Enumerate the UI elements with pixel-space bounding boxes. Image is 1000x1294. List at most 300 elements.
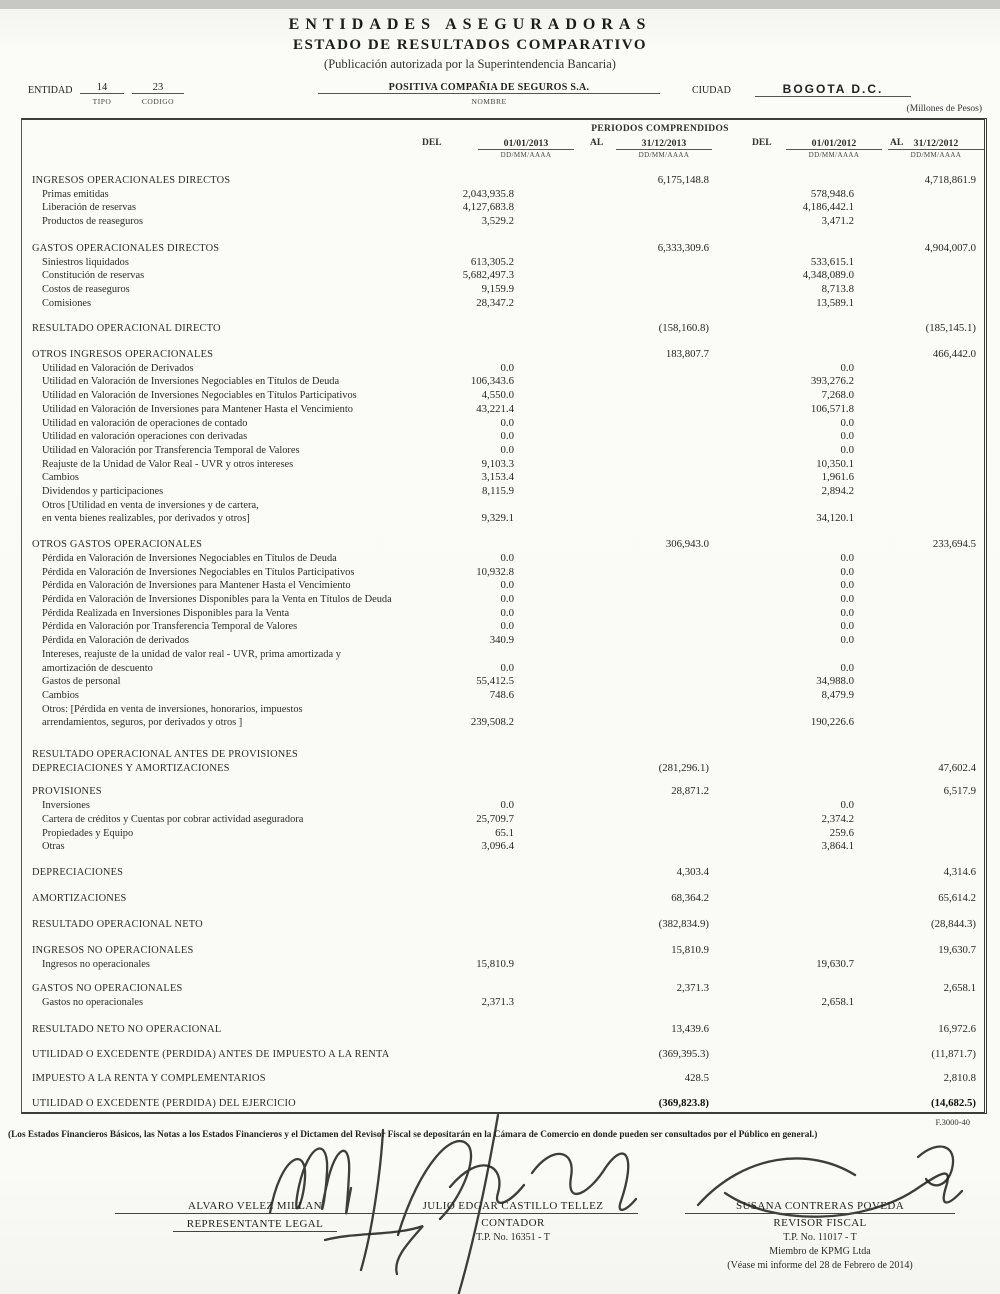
statement-row [30, 201, 980, 215]
amount-2012-total [858, 675, 980, 689]
amount-2012-detail [713, 348, 858, 362]
amount-2012-total [858, 689, 980, 703]
amount-2013-total: 15,810.9 [671, 944, 709, 957]
amount-2013-detail: 3,529.2 [481, 215, 514, 228]
amount-2013-detail: 0.0 [500, 551, 514, 564]
row-label: RESULTADO OPERACIONAL DIRECTO [32, 323, 221, 335]
amount-2012-detail [713, 242, 858, 256]
amount-2013-total [518, 827, 713, 841]
al-label-1: AL [590, 138, 604, 148]
amount-2013-detail [418, 762, 518, 776]
row-label: Costos de reaseguros [42, 283, 130, 295]
amount-2012-total: 4,314.6 [943, 865, 976, 878]
row-label: Gastos de personal [42, 676, 121, 688]
amount-2013-total: 2,371.3 [676, 982, 709, 995]
city-value: BOGOTA D.C. [755, 82, 911, 97]
city-label: CIUDAD [692, 85, 731, 96]
amount-2013-total: (281,296.1) [658, 761, 709, 774]
amount-2013-total [518, 403, 713, 417]
amount-2012-total [858, 389, 980, 403]
statement-row [30, 593, 980, 607]
period1-from-date: 01/01/2013 [478, 138, 574, 150]
entity-code-value: 23 [132, 82, 184, 94]
statement-rows [30, 174, 980, 1111]
amount-2012-total [858, 607, 980, 621]
amount-2013-detail [418, 944, 518, 958]
amount-2013-total [518, 444, 713, 458]
amount-2013-detail: 239,508.2 [470, 716, 514, 729]
row-label: Propiedades y Equipo [42, 827, 134, 839]
statement-row [30, 662, 980, 676]
entity-row [0, 82, 1000, 116]
amount-2013-total [518, 716, 713, 730]
amount-2012-detail: 106,571.8 [810, 402, 854, 415]
amount-2012-detail: 2,894.2 [821, 485, 854, 498]
amount-2013-total [518, 269, 713, 283]
amount-2012-total [858, 201, 980, 215]
signer-tp-number: T.P. No. 16351 - T [476, 1232, 550, 1243]
entity-label: ENTIDAD [28, 85, 73, 96]
row-label: Pérdida en Valoración por Transferencia Temporal de Valores [42, 621, 298, 633]
amount-2012-detail [713, 703, 858, 717]
row-label: GASTOS OPERACIONALES DIRECTOS [32, 242, 220, 254]
amount-2013-detail: 0.0 [500, 443, 514, 456]
statement-row [30, 944, 980, 958]
amount-2013-total [518, 471, 713, 485]
statement-row [30, 188, 980, 202]
amount-2013-detail: 613,305.2 [470, 255, 514, 268]
signer-role: CONTADOR [481, 1217, 545, 1229]
row-label: en venta bienes realizables, por derivados y otros] [42, 513, 250, 525]
amount-2012-detail: 0.0 [840, 661, 854, 674]
row-label: INGRESOS NO OPERACIONALES [32, 945, 194, 957]
amount-2012-detail: 259.6 [829, 826, 854, 839]
amount-2012-detail: 0.0 [840, 620, 854, 633]
row-label: Reajuste de la Unidad de Valor Real - UVR y otros intereses [42, 458, 294, 470]
amount-2013-total: 428.5 [684, 1072, 709, 1085]
entity-type-label: TIPO [92, 97, 112, 106]
row-label: PROVISIONES [32, 786, 102, 798]
amount-2012-total [858, 748, 980, 762]
amount-2013-total [518, 662, 713, 676]
amount-2012-total [858, 958, 980, 972]
statement-row [30, 389, 980, 403]
amount-2012-detail: 0.0 [840, 634, 854, 647]
statement-row [30, 918, 980, 932]
amount-2013-total [518, 389, 713, 403]
amount-2013-total [518, 840, 713, 854]
periods-header [30, 124, 980, 168]
amount-2013-detail: 8,115.9 [482, 485, 514, 498]
amount-2013-total [518, 634, 713, 648]
statement-row [30, 1097, 980, 1111]
statement-row [30, 620, 980, 634]
row-label: RESULTADO OPERACIONAL NETO [32, 919, 203, 931]
amount-2012-detail: 0.0 [840, 592, 854, 605]
signer-role: REVISOR FISCAL [773, 1217, 867, 1229]
statement-row [30, 675, 980, 689]
amount-2012-total [858, 485, 980, 499]
row-label: Utilidad en Valoración de Inversiones para Mantener Hasta el Vencimiento [42, 403, 353, 415]
amount-2012-total [858, 471, 980, 485]
amount-2012-total: 2,810.8 [943, 1072, 976, 1085]
statement-row [30, 892, 980, 906]
row-label: arrendamientos, seguros, por derivados y otros ] [42, 717, 243, 729]
statement-row [30, 840, 980, 854]
statement-row [30, 444, 980, 458]
amount-2012-detail [713, 982, 858, 996]
statement-row [30, 297, 980, 311]
amount-2013-detail [418, 174, 518, 188]
amount-2012-total [858, 417, 980, 431]
statement-row [30, 689, 980, 703]
statement-row [30, 1072, 980, 1086]
statement-row [30, 1048, 980, 1062]
amount-2012-detail: 3,864.1 [821, 840, 854, 853]
entity-name-value: POSITIVA COMPAÑIA DE SEGUROS S.A. [318, 82, 660, 94]
amount-2013-total [518, 485, 713, 499]
del-label-1: DEL [422, 138, 442, 148]
scan-edge-artifact [0, 0, 1000, 9]
amount-2013-total [518, 188, 713, 202]
amount-2013-detail: 748.6 [489, 688, 514, 701]
amount-2013-detail: 9,103.3 [481, 457, 514, 470]
amount-2012-total: 466,442.0 [932, 348, 976, 361]
amount-2013-detail: 10,932.8 [476, 565, 514, 578]
amount-2013-total [518, 648, 713, 662]
statement-row [30, 403, 980, 417]
signer-membership: Miembro de KPMG Ltda [769, 1246, 871, 1257]
amount-2012-total: 4,904,007.0 [924, 241, 976, 254]
amount-2012-detail: 4,186,442.1 [802, 201, 854, 214]
amount-2012-total [858, 552, 980, 566]
signer-name: ALVARO VELEZ MILLAN [115, 1200, 395, 1214]
amount-2012-detail: 0.0 [840, 799, 854, 812]
row-label: Intereses, reajuste de la unidad de valor real - UVR, prima amortizada y [42, 648, 341, 660]
signer-block-revisor [685, 1200, 955, 1271]
statement-row [30, 866, 980, 880]
statement-row [30, 283, 980, 297]
date-format-1: DD/MM/AAAA [500, 151, 552, 159]
row-label: Gastos no operacionales [42, 997, 143, 1009]
amount-2013-detail: 0.0 [500, 620, 514, 633]
amount-2012-detail [713, 538, 858, 552]
amount-2013-detail: 65.1 [495, 826, 514, 839]
amount-2013-detail [418, 785, 518, 799]
row-label: Otros [Utilidad en venta de inversiones y de cartera, [42, 499, 259, 511]
statement-row [30, 417, 980, 431]
amount-2012-total [858, 430, 980, 444]
amount-2012-total [858, 458, 980, 472]
amount-2012-total [858, 269, 980, 283]
statement-row [30, 256, 980, 270]
row-label: Cambios [42, 472, 79, 484]
statement-row [30, 958, 980, 972]
amount-2013-total: 28,871.2 [671, 785, 709, 798]
amount-2013-detail: 0.0 [500, 661, 514, 674]
amount-2013-total [518, 703, 713, 717]
amount-2013-total [518, 256, 713, 270]
amount-2012-detail: 7,268.0 [821, 389, 854, 402]
amount-2012-detail [713, 785, 858, 799]
amount-2013-total: 6,333,309.6 [657, 241, 709, 254]
amount-2013-detail [418, 242, 518, 256]
amount-2012-total: 65,614.2 [938, 891, 976, 904]
amount-2013-total: (158,160.8) [658, 322, 709, 335]
amount-2013-detail: 0.0 [500, 592, 514, 605]
statement-row [30, 552, 980, 566]
row-label: Otros: [Pérdida en venta de inversiones, honorarios, impuestos [42, 703, 303, 715]
amount-2012-total [858, 375, 980, 389]
entity-name-label: NOMBRE [471, 97, 507, 106]
amount-2013-detail: 0.0 [500, 430, 514, 443]
amount-2012-detail [713, 499, 858, 513]
amount-2013-total [518, 499, 713, 513]
amount-2012-total [858, 799, 980, 813]
row-label: Utilidad en valoración de operaciones de contado [42, 417, 248, 429]
date-format-4: DD/MM/AAAA [910, 151, 962, 159]
amount-2013-total: (369,395.3) [658, 1047, 709, 1060]
row-label: Otras [42, 841, 65, 853]
row-label: Inversiones [42, 800, 90, 812]
amount-2013-total [518, 215, 713, 229]
amount-2013-total [518, 417, 713, 431]
statement-row [30, 362, 980, 376]
amount-2013-total [518, 283, 713, 297]
amount-2012-total [858, 716, 980, 730]
statement-row [30, 827, 980, 841]
amount-2013-total [518, 362, 713, 376]
amount-2012-total [858, 403, 980, 417]
amount-2013-detail: 4,127,683.8 [462, 201, 514, 214]
amount-2013-detail: 5,682,497.3 [462, 269, 514, 282]
row-label: Ingresos no operacionales [42, 958, 150, 970]
row-label: Productos de reaseguros [42, 216, 143, 228]
row-label: OTROS INGRESOS OPERACIONALES [32, 349, 214, 361]
amount-2012-detail: 0.0 [840, 606, 854, 619]
amount-2012-detail: 0.0 [840, 416, 854, 429]
amount-2013-total [518, 996, 713, 1010]
statement-row [30, 269, 980, 283]
amount-2012-detail [713, 762, 858, 776]
amount-2012-detail: 578,948.6 [810, 187, 854, 200]
signer-tp-number: T.P. No. 11017 - T [783, 1232, 857, 1243]
statement-row [30, 982, 980, 996]
amount-2012-detail [713, 892, 858, 906]
amount-2012-detail: 10,350.1 [816, 457, 854, 470]
amount-2012-detail: 3,471.2 [821, 215, 854, 228]
document-title: ENTIDADES ASEGURADORAS [288, 16, 652, 33]
amount-2012-total: 233,694.5 [932, 538, 976, 551]
row-label: Utilidad en Valoración por Transferencia Temporal de Valores [42, 444, 300, 456]
row-label: Utilidad en Valoración de Inversiones Negociables en Títulos de Deuda [42, 376, 340, 388]
amount-2013-detail [418, 748, 518, 762]
amount-2012-detail: 190,226.6 [810, 716, 854, 729]
row-label: Pérdida en Valoración de Inversiones Disponibles para la Venta en Títulos de Deuda [42, 593, 392, 605]
row-label: Cambios [42, 689, 79, 701]
amount-2013-detail: 25,709.7 [476, 812, 514, 825]
statement-row [30, 703, 980, 717]
signer-block-representante [115, 1200, 395, 1232]
amount-2012-total: (185,145.1) [925, 322, 976, 335]
amount-2013-detail [418, 982, 518, 996]
periods-title: PERIODOS COMPRENDIDOS [591, 124, 729, 134]
amount-2013-total [518, 799, 713, 813]
row-label: Pérdida en Valoración de Inversiones Negociables en Títulos Participativos [42, 566, 355, 578]
statement-row [30, 215, 980, 229]
amount-2013-total: 306,943.0 [665, 538, 709, 551]
amount-2012-detail: 0.0 [840, 430, 854, 443]
entity-code-label: CODIGO [141, 97, 175, 106]
row-label: Pérdida Realizada en Inversiones Disponibles para la Venta [42, 607, 290, 619]
row-label: Utilidad en Valoración de Derivados [42, 362, 194, 374]
amount-2013-total [518, 512, 713, 526]
statement-row [30, 748, 980, 762]
statement-row [30, 471, 980, 485]
amount-2013-detail [418, 1023, 518, 1037]
amount-2012-detail [713, 1048, 858, 1062]
del-label-2: DEL [752, 138, 772, 148]
row-label: RESULTADO NETO NO OPERACIONAL [32, 1023, 222, 1035]
statement-row [30, 579, 980, 593]
row-label: Pérdida en Valoración de Inversiones Negociables en Títulos de Deuda [42, 552, 337, 564]
amount-2013-total: (369,823.8) [658, 1096, 709, 1109]
amount-2013-detail: 0.0 [500, 579, 514, 592]
period1-to-date: 31/12/2013 [616, 138, 712, 150]
amount-2013-total: 68,364.2 [671, 891, 709, 904]
amount-2012-total [858, 444, 980, 458]
statement-row [30, 799, 980, 813]
amount-2012-total [858, 703, 980, 717]
amount-2013-total [518, 552, 713, 566]
row-label: UTILIDAD O EXCEDENTE (PERDIDA) DEL EJERCICIO [32, 1097, 296, 1109]
amount-2013-detail: 0.0 [500, 416, 514, 429]
amount-2013-detail: 340.9 [489, 634, 514, 647]
row-label: UTILIDAD O EXCEDENTE (PERDIDA) ANTES DE IMPUESTO A LA RENTA [32, 1048, 390, 1060]
al-label-2: AL [890, 138, 904, 148]
row-label: Liberación de reservas [42, 202, 137, 214]
amount-2012-total: 6,517.9 [943, 785, 976, 798]
row-label: DEPRECIACIONES Y AMORTIZACIONES [32, 762, 230, 774]
amount-2013-detail: 3,153.4 [481, 471, 514, 484]
statement-row [30, 458, 980, 472]
amount-2012-total [858, 362, 980, 376]
amount-2012-total: 2,658.1 [943, 982, 976, 995]
amount-2012-detail [713, 944, 858, 958]
amount-2012-total [858, 648, 980, 662]
amount-2012-detail: 34,988.0 [816, 675, 854, 688]
amount-2013-total [518, 297, 713, 311]
amount-2012-total: (14,682.5) [931, 1096, 976, 1109]
amount-2012-detail: 34,120.1 [816, 512, 854, 525]
amount-2012-detail: 19,630.7 [816, 957, 854, 970]
amount-2013-detail: 15,810.9 [476, 957, 514, 970]
amount-2013-total [518, 689, 713, 703]
row-label: GASTOS NO OPERACIONALES [32, 983, 183, 995]
amount-2012-total [858, 566, 980, 580]
amount-2013-detail: 106,343.6 [470, 375, 514, 388]
amount-2013-detail [418, 348, 518, 362]
amount-2013-total [518, 675, 713, 689]
date-format-3: DD/MM/AAAA [808, 151, 860, 159]
amount-2013-detail: 55,412.5 [476, 675, 514, 688]
amount-2013-detail [418, 1072, 518, 1086]
row-label: amortización de descuento [42, 662, 153, 674]
amount-2012-total: 16,972.6 [938, 1022, 976, 1035]
amount-2012-total [858, 620, 980, 634]
amount-2012-detail [713, 748, 858, 762]
amount-2013-detail [418, 1097, 518, 1111]
amount-2013-detail: 3,096.4 [481, 840, 514, 853]
amount-2013-total [518, 813, 713, 827]
amount-2012-total [858, 996, 980, 1010]
document-subtitle: ESTADO DE RESULTADOS COMPARATIVO [293, 37, 647, 53]
row-label: AMORTIZACIONES [32, 892, 127, 904]
row-label: Comisiones [42, 297, 92, 309]
amount-2013-detail [418, 322, 518, 336]
statement-row [30, 648, 980, 662]
row-label: Utilidad en Valoración de Inversiones Negociables en Títulos Participativos [42, 390, 357, 402]
statement-row [30, 242, 980, 256]
amount-2013-total [518, 579, 713, 593]
amount-2013-detail: 2,371.3 [481, 996, 514, 1009]
statement-row [30, 375, 980, 389]
amount-2012-detail: 8,713.8 [821, 282, 854, 295]
amount-2012-total [858, 813, 980, 827]
statement-row [30, 813, 980, 827]
amount-2012-detail: 0.0 [840, 443, 854, 456]
amount-2013-total [518, 607, 713, 621]
row-label: Siniestros liquidados [42, 256, 129, 268]
amount-2012-total [858, 215, 980, 229]
statement-row [30, 785, 980, 799]
period2-to-date: 31/12/2012 [888, 138, 984, 150]
row-label: OTROS GASTOS OPERACIONALES [32, 539, 203, 551]
statement-row [30, 1023, 980, 1037]
amount-2012-detail [713, 1072, 858, 1086]
amount-2013-total: 13,439.6 [671, 1022, 709, 1035]
amount-2012-total [858, 283, 980, 297]
amount-2012-total: (11,871.7) [931, 1047, 976, 1060]
row-label: Utilidad en valoración operaciones con derivadas [42, 431, 248, 443]
amount-2012-detail [713, 1097, 858, 1111]
amount-2013-detail [418, 918, 518, 932]
amount-2012-total [858, 593, 980, 607]
amount-2012-total [858, 662, 980, 676]
row-label: IMPUESTO A LA RENTA Y COMPLEMENTARIOS [32, 1073, 266, 1085]
amount-2013-total [518, 566, 713, 580]
statement-box [21, 118, 987, 1114]
amount-2013-total: 4,303.4 [676, 865, 709, 878]
amount-2012-detail: 533,615.1 [810, 255, 854, 268]
signer-name: JULIO EDGAR CASTILLO TELLEZ [388, 1200, 638, 1214]
amount-2012-detail: 8,479.9 [821, 688, 854, 701]
amount-2012-total: (28,844.3) [931, 918, 976, 931]
signer-block-contador [388, 1200, 638, 1243]
authorization-note: (Publicación autorizada por la Superintendencia Bancaria) [324, 57, 616, 71]
amount-2012-total: 47,602.4 [938, 761, 976, 774]
amount-2012-detail: 393,276.2 [810, 375, 854, 388]
amount-2012-detail [713, 918, 858, 932]
statement-row [30, 716, 980, 730]
amount-2013-detail: 2,043,935.8 [462, 187, 514, 200]
row-label: Dividendos y participaciones [42, 486, 164, 498]
amount-2013-detail: 9,159.9 [481, 282, 514, 295]
amount-2012-detail: 2,374.2 [821, 812, 854, 825]
amount-2012-detail: 0.0 [840, 551, 854, 564]
amount-2012-detail [713, 322, 858, 336]
amount-2013-detail: 0.0 [500, 606, 514, 619]
